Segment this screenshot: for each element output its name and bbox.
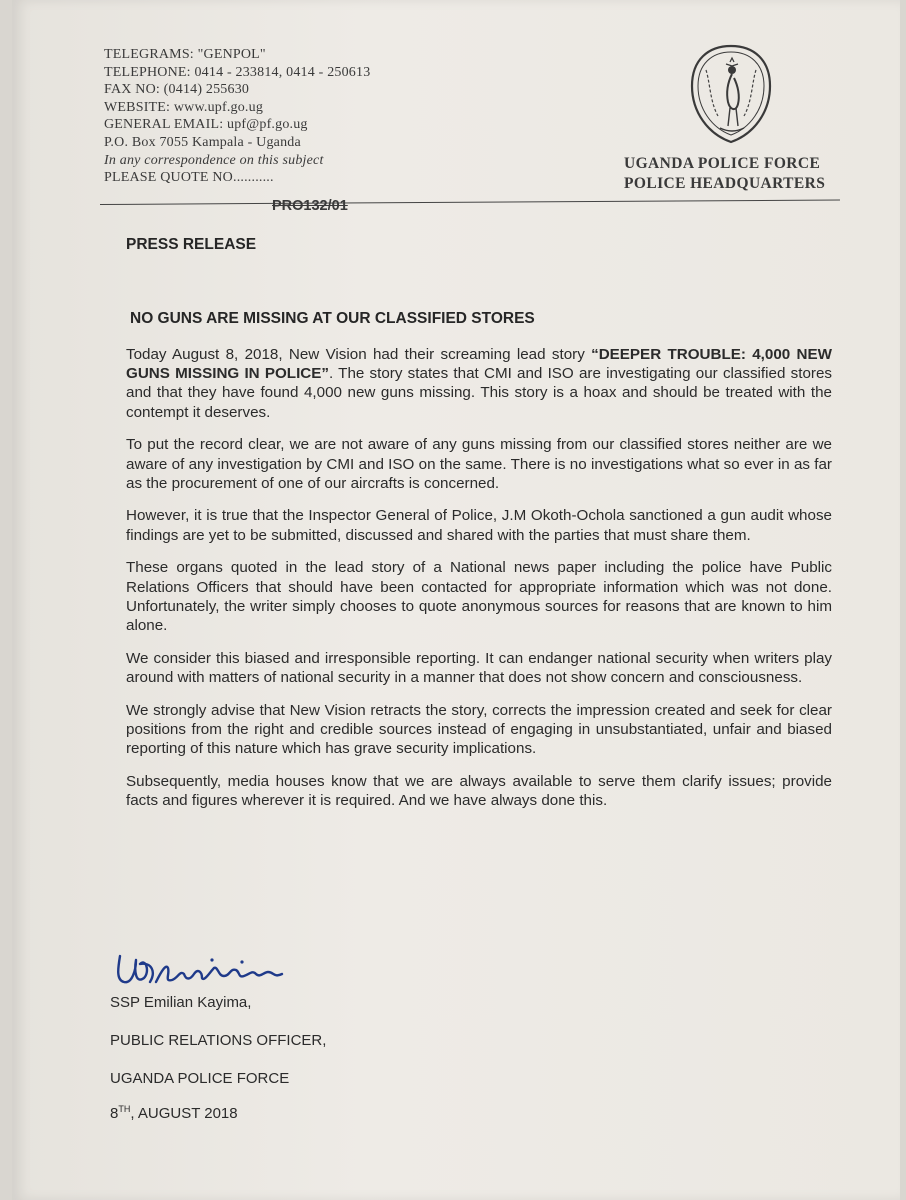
organisation-name: [624, 154, 825, 194]
paragraph-1-text: Today August 8, 2018, New Vision had their screaming lead story: [126, 346, 592, 363]
headline-quote: “DEEPER TROUBLE: 4,000 NEW GUNS MISSING IN POLICE”: [126, 346, 832, 383]
signatory-position: PUBLIC RELATIONS OFFICER,: [110, 1032, 327, 1049]
paragraph-7: Subsequently, media houses know that we are always available to serve them clarify issues; provide facts and figures wherever it is required. And we have always done this.: [126, 772, 832, 809]
police-crest-emblem: [684, 42, 778, 146]
date-suffix: TH: [118, 1104, 131, 1114]
letterhead-contact-block: [104, 46, 370, 187]
release-date: [110, 1104, 238, 1122]
signatory-organisation: UGANDA POLICE FORCE: [110, 1070, 290, 1087]
paragraph-2: To put the record clear, we are not aware of any guns missing from our classified stores neither are we aware of any investigation by CMI and ISO on the same. There is no investigations what so ever in as far as the procurement of one of our aircrafts is concerned.: [126, 436, 832, 492]
paragraph-4: These organs quoted in the lead story of a National news paper including the police have Public Relations Officers that should have been contacted for appropriate information which was not done. Unfortunately, the writer simply chooses to quote anonymous sources for reasons that are known to him alone.: [126, 559, 832, 634]
press-release-title: NO GUNS ARE MISSING AT OUR CLASSIFIED STORES: [130, 310, 535, 327]
paragraph-5: We consider this biased and irresponsible reporting. It can endanger national security when writers play around with matters of national security in a manner that does not show concern and consciousness.: [126, 649, 832, 686]
handwritten-signature: [106, 942, 316, 996]
reference-number: PRO132/01: [272, 198, 348, 214]
paragraph-1: [126, 345, 832, 422]
paragraph-6: We strongly advise that New Vision retracts the story, corrects the impression created and seek for clear positions from the right and credible sources instead of engaging in unsubstantiated, unfair and biased reporting of this nature which has grave security implications.: [126, 701, 832, 757]
correspondence-line: In any correspondence on this subject: [104, 152, 324, 168]
signatory-name: SSP Emilian Kayima,: [110, 994, 252, 1011]
org-name-line-2: POLICE HEADQUARTERS: [624, 175, 826, 192]
letter-page: [12, 0, 900, 1200]
telephone-line: TELEPHONE: 0414 - 233814, 0414 - 250613: [104, 64, 371, 80]
press-release-heading: PRESS RELEASE: [126, 236, 257, 253]
telegrams-line: TELEGRAMS: "GENPOL": [104, 47, 266, 62]
letterhead-divider: [100, 199, 840, 205]
paragraph-1-text-cont: . The story states that CMI and ISO are investigating our classified stores and that they have found 4,000 new guns missing. This story is a hoax and should be treated with the contempt it deserves.: [126, 365, 832, 421]
website-line: WEBSITE: www.upf.go.ug: [104, 99, 264, 115]
org-name-line-1: UGANDA POLICE FORCE: [624, 155, 821, 172]
email-line: GENERAL EMAIL: upf@pf.go.ug: [104, 117, 308, 133]
paragraph-3: However, it is true that the Inspector General of Police, J.M Okoth-Ochola sanctioned a gun audit whose findings are yet to be submitted, discussed and shared with the parties that must share them.: [126, 507, 832, 544]
date-month-year: , AUGUST 2018: [130, 1105, 238, 1122]
fax-line: FAX NO: (0414) 255630: [104, 82, 250, 98]
po-box-line: P.O. Box 7055 Kampala - Uganda: [104, 134, 301, 150]
quote-number-line: PLEASE QUOTE NO...........: [104, 170, 274, 186]
date-day: 8: [110, 1105, 119, 1122]
press-release-body: [126, 345, 832, 824]
